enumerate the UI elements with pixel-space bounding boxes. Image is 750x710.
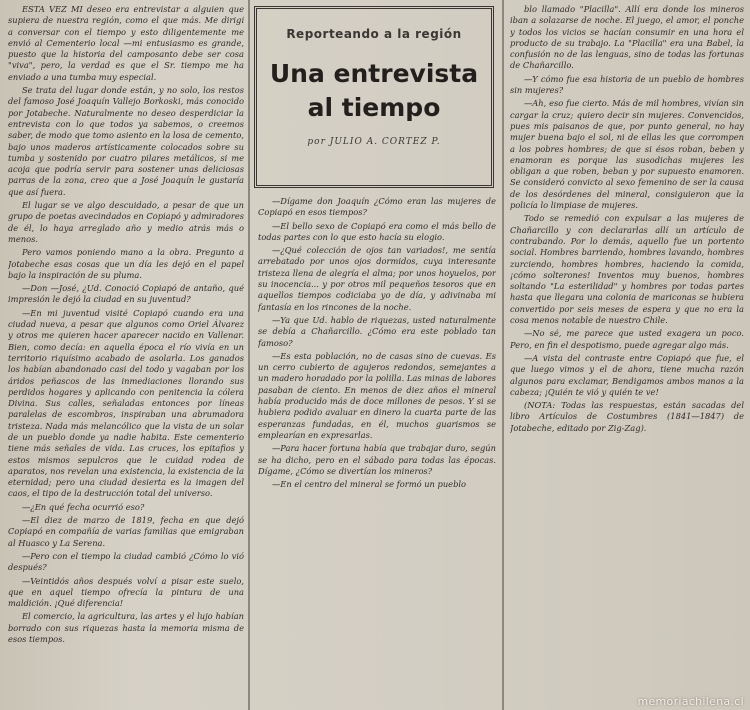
paragraph: —En mi juventud visité Copiapó cuando era una ciudad nueva, a pesar que algunos como Oriel Álvarez y otros me quieren hacer aparecer nacido en Vallenar. Bien, como decía: en aquella época el río vivía en un territorio riquísimo acabado de asolarla. Los ganados los habían abandonado casi del todo y vagaban por los áridos peñascos de las inmediaciones llorando sus perdidos hogares y aplicando con penitencia la cólera Divina. Sus calles, señaladas entonces por líneas paralelas de escombros, inspiraban una abrumadora tristeza. Nada más melancólico que la vista de un solar de un pueblo donde ya nadie habita. Este cementerio tiene más señales de vida. Las cruces, los epitafios y estos mismos sepulcros que le cuidad rodea de aparatos, nos revelan una existencia, la existencia de la eternidad; pero una ciudad desierta es la imagen del caos, el tipo de la destrucción total del universo. (8, 307, 244, 499)
paragraph: El comercio, la agricultura, las artes y el lujo habían borrado con sus riquezas hasta la memoria misma de esos tiempos. (8, 611, 244, 645)
paragraph: blo llamado "Placilla". Allí era donde los mineros iban a solazarse de noche. El juego, el amor, el ponche y todos los vicios se hacían consumir en una hora el producto de su trabajo. La "Placilla" era una Babel, la confusión no de las lenguas, sino de todas las fortunas de Chañarcillo. (510, 4, 744, 71)
paragraph: —Es esta población, no de casas sino de cuevas. Es un cerro cubierto de agujeros redondos, semejantes a un madero horadado por la polilla. Las minas de labores pasaban de ciento. En menos de diez años el mineral había producido más de doce millones de pesos. Y si se hubiera podido avaluar en dinero la cuarta parte de las esperanzas fundadas, en él, muchos guarismos se emplearían en expresarlas. (258, 350, 496, 440)
headline-title-line: al tiempo (307, 93, 441, 122)
article-column-1 (8, 4, 244, 708)
paragraph: —El bello sexo de Copiapó era como el más bello de todas partes con lo que esto hacía su elogio. (258, 220, 496, 242)
paragraph: —Para hacer fortuna había que trabajar duro, según se ha dicho, pero en el sábado para todas las épocas. Dígame, ¿Cómo se divertían los mineros? (258, 443, 496, 476)
paragraph: ESTA VEZ MI deseo era entrevistar a alguien que supiera de nuestra región, como el que más. Me dirigí a conversar con el tiempo y esto diligentemente me envió al Cementerio local —mi entusiasmo es grande, puesto que la historia del camposanto debe ser cosa "viva", pero, la verdad es que el Sr. tiempo me ha enviado a una tumba muy especial. (8, 4, 244, 82)
paragraph: —Y cómo fue esa historia de un pueblo de hombres sin mujeres? (510, 73, 744, 96)
paragraph: —Ah, eso fue cierto. Más de mil hombres, vivían sin cargar la cruz; quiero decir sin mujeres. Convencidos, pues mis paisanos de que, por punto general, no hay mujer buena bajo el sol, ni de ellas les que corrompen a los pobres hombres; de que si ésos roban, beben y enamoran es porque las susodichas mujeres les obligan a que roben, beban y por supuesto enamoren. Se consideró convicto al sexo femenino de ser la causa de los desórdenes del mineral, consiguieron que la policía lo limpiase de mujeres. (510, 98, 744, 211)
paragraph: —El diez de marzo de 1819, fecha en que dejó Copiapó en compañía de varias familias que emigraban al Huasco y La Serena. (8, 515, 244, 548)
paragraph: —A vista del contraste entre Copiapó que fue, el que luego vimos y el de ahora, tiene mucha razón algunos para exclamar, Bendigamos ambos manos a la cabeza; ¡Quién te vió y quién te ve! (510, 352, 744, 397)
paragraph: —No sé, me parece que usted exagera un poco. Pero, en fin el despotismo, puede agregar algo más. (510, 328, 744, 350)
paragraph: —Pero con el tiempo la ciudad cambió ¿Cómo lo vió después? (8, 550, 244, 573)
paragraph: —Dígame don Joaquín ¿Cómo eran las mujeres de Copiapó en esos tiempos? (258, 196, 496, 218)
headline-title (257, 57, 491, 125)
column-rule (502, 0, 504, 710)
source-note: (NOTA: Todas las respuestas, están sacadas del libro Artículos de Costumbres (1841—1847) de Jotabeche, editado por Zig-Zag). (510, 400, 744, 433)
article-column-3 (510, 4, 744, 544)
byline: por JULIO A. CORTEZ P. (307, 137, 441, 147)
paragraph: —Don —José, ¿Ud. Conoció Copiapó de antaño, qué impresión le dejó la ciudad en su juventud? (8, 283, 244, 305)
paragraph: Todo se remedió con expulsar a las mujeres de Chañarcillo y con declararlas allí un artículo de contrabando. Por lo demás, aquello fue un portento social. Hombres barriendo, hombres lavando, hombres zurciendo, hombres hombres, haciendo la comida, ¡cómo solterones! Inventos muy buenos, hombres soltando "La esterilidad" y hombres por todas partes hasta que llegara una colonia de mariconas se hubiera convertido por seis meses de espera y que no era la cosa menos notable de nuestro Chile. (510, 213, 744, 326)
headline-kicker: Reporteando a la región (286, 27, 462, 41)
paragraph: —En el centro del mineral se formó un pueblo (272, 479, 467, 490)
paragraph: El lugar se ve algo descuidado, a pesar de que un grupo de poetas avecindados en Copiapó y admiradores de él, lo haya arreglado año y medio atrás más o menos. (8, 200, 244, 244)
paragraph: —Veintidós años después volví a pisar este suelo, que en aquel tiempo ofrecía la pintura de una maldición. ¡Qué diferencia! (8, 575, 244, 609)
paragraph: —¿En qué fecha ocurrió eso? (22, 501, 145, 512)
paragraph: —¿Qué colección de ojos tan variados!, me sentía arrebatado por unos ojos dormidos, cuya interesante tristeza llena de alegría el alma; por unos hoyuelos, por su inocencia... y por otros mil pequeños tesoros que en aquellos tiempos codiciaba yo de día, y adivinaba mi fantasía en los rincones de la noche. (258, 245, 496, 312)
watermark: memoriachilena.cl (637, 695, 744, 708)
paragraph: Se trata del lugar donde están, y no solo, los restos del famoso José Joaquín Vallejo Borkoski, más conocido por Jotabeche. Naturalmente no deseo desperdiciar la entrevista con lo que todos ya sabemos, o creemos saber, de modo que tomo asiento en la losa de cemento, bajo unos maderos artísticamente colocados sobre su tumba y sostenido por cuatro pilares metálicos, si me acoja que podría servir para sostener unas deliciosas parras de la zona, creo que a José Joaquín le gustaría que así fuera. (8, 85, 244, 197)
headline-box (254, 6, 494, 188)
paragraph: —Ya que Ud. hablo de riquezas, usted naturalmente se debía a Chañarcillo. ¿Cómo era este poblado tan famoso? (258, 314, 496, 348)
headline-title-line: Una entrevista (269, 59, 479, 88)
article-column-2 (258, 196, 496, 556)
paragraph: Pero vamos poniendo mano a la obra. Pregunto a Jotabeche esas cosas que un día les dejó en el papel bajo la inspiración de su pluma. (8, 247, 244, 280)
column-rule (248, 0, 250, 710)
